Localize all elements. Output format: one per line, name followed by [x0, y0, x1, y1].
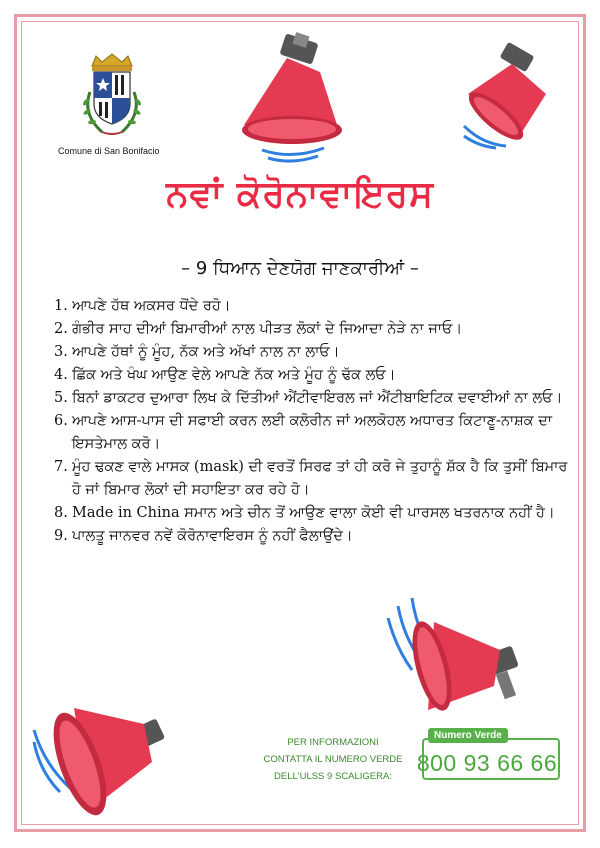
megaphone-icon — [30, 672, 180, 822]
list-item — [54, 456, 574, 502]
item-number: 6. — [54, 413, 68, 429]
item-text: Made in China ਸਮਾਨ ਅਤੇ ਚੀਨ ਤੋਂ ਆਉਣ ਵਾਲਾ ਕੋਈ ਵੀ ਪਾਰਸਲ ਖਤਰਨਾਕ ਨਹੀਂ ਹੈ। — [72, 505, 555, 521]
item-number: 1. — [54, 298, 68, 314]
info-line: PER INFORMAZIONI — [287, 737, 379, 748]
contact-info — [258, 734, 408, 785]
item-number: 5. — [54, 390, 68, 406]
list-item — [54, 318, 574, 341]
info-line: CONTATTA IL NUMERO VERDE — [263, 754, 403, 765]
item-text: ਮੂੰਹ ਢਕਣ ਵਾਲੇ ਮਾਸਕ (mask) ਦੀ ਵਰਤੋਂ ਸਿਰਫ ਤਾਂ ਹੀ ਕਰੋ ਜੇ ਤੁਹਾਨੂੰ ਸ਼ੱਕ ਹੈ ਕਿ ਤੁਸੀਂ ਬਿਮਾਰ ਹੋ ਜਾਂ ਬਿਮਾਰ ਲੋਕਾਂ ਦੀ ਸਹਾਇਤਾ ਕਰ ਰਹੇ ਹੋ। — [72, 459, 568, 498]
item-number: 9. — [54, 528, 68, 544]
item-text: ਬਿਨਾਂ ਡਾਕਟਰ ਦੁਆਰਾ ਲਿਖ ਕੇ ਦਿੱਤੀਆਂ ਐਂਟੀਵਾਇਰਲ ਜਾਂ ਐਂਟੀਬਾਇਟਿਕ ਦਵਾਈਆਂ ਨਾ ਲਓ। — [72, 390, 563, 406]
item-text: ਪਾਲਤੂ ਜਾਨਵਰ ਨਵੇਂ ਕੋਰੋਨਾਵਾਇਰਸ ਨੂੰ ਨਹੀਂ ਫੈਲਾਉਂਦੇ। — [72, 528, 353, 544]
numero-verde-label: Numero Verde — [428, 728, 508, 743]
item-number: 4. — [54, 367, 68, 383]
item-number: 7. — [54, 459, 68, 475]
megaphone-icon — [382, 588, 532, 728]
list-item — [54, 341, 574, 364]
item-text: ਛਿੱਕ ਅਤੇ ਖੰਘ ਆਉਣ ਵੇਲੇ ਆਪਣੇ ਨੱਕ ਅਤੇ ਮੂੰਹ ਨੂੰ ਢੱਕ ਲਓ। — [72, 367, 396, 383]
tips-list — [54, 295, 574, 548]
item-text: ਆਪਣੇ ਹੱਥ ਅਕਸਰ ਧੋਂਦੇ ਰਹੋ। — [72, 298, 231, 314]
megaphone-icon — [232, 30, 362, 165]
item-number: 3. — [54, 344, 68, 360]
coat-of-arms-icon — [72, 52, 152, 140]
item-text: ਆਪਣੇ ਹੱਥਾਂ ਨੂੰ ਮੂੰਹ, ਨੱਕ ਅਤੇ ਅੱਖਾਂ ਨਾਲ ਨਾ ਲਾਓ। — [72, 344, 340, 360]
list-item — [54, 295, 574, 318]
list-item — [54, 387, 574, 410]
item-number: 2. — [54, 321, 68, 337]
phone-number[interactable]: 800 93 66 66 — [416, 750, 558, 776]
municipality-logo — [58, 52, 178, 156]
list-item — [54, 525, 574, 548]
item-number: 8. — [54, 505, 68, 521]
item-text: ਆਪਣੇ ਆਸ-ਪਾਸ ਦੀ ਸਫਾਈ ਕਰਨ ਲਈ ਕਲੋਰੀਨ ਜਾਂ ਅਲਕੋਹਲ ਅਧਾਰਤ ਕਿਟਾਣੂ-ਨਾਸ਼ਕ ਦਾ ਇਸਤੇਮਾਲ ਕਰੋ। — [72, 413, 553, 452]
item-text: ਗੰਭੀਰ ਸਾਹ ਦੀਆਂ ਬਿਮਾਰੀਆਂ ਨਾਲ ਪੀੜਤ ਲੋਕਾਂ ਦੇ ਜਿਆਦਾ ਨੇੜੇ ਨਾ ਜਾਓ। — [72, 321, 463, 337]
list-item — [54, 364, 574, 387]
page-subtitle: – 9 ਧਿਆਨ ਦੇਣਯੋਗ ਜਾਣਕਾਰੀਆਂ – — [181, 258, 419, 279]
logo-caption: Comune di San Bonifacio — [58, 146, 160, 156]
numero-verde-badge — [412, 728, 562, 780]
info-line: DELL'ULSS 9 SCALIGERA: — [274, 771, 392, 782]
list-item — [54, 410, 574, 456]
list-item — [54, 502, 574, 525]
megaphone-icon — [462, 40, 562, 150]
page-title: ਨਵਾਂ ਕੋਰੋਨਾਵਾਇਰਸ — [166, 174, 434, 215]
